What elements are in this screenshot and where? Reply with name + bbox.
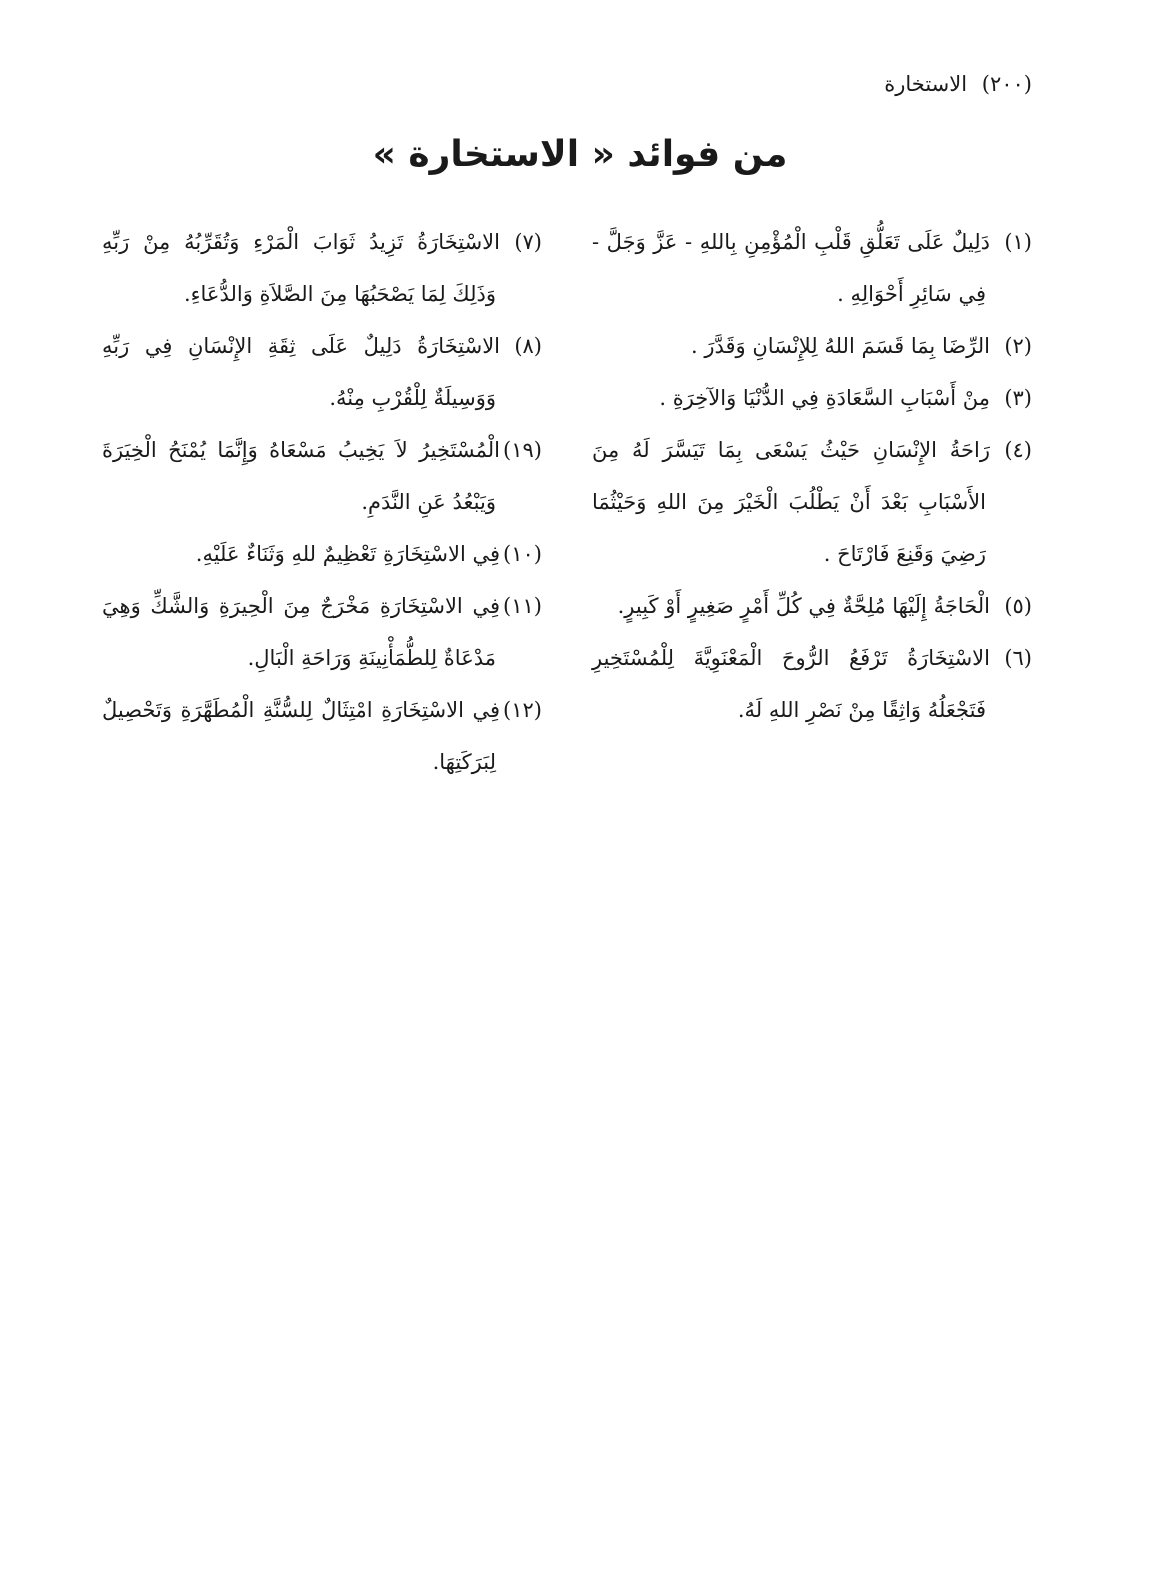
running-header-title: الاستخارة xyxy=(884,72,968,96)
section-title: من فوائد « الاستخارة » xyxy=(372,134,788,175)
item-text: الْحَاجَةُ إِلَيْهَا مُلِحَّةٌ فِي كُلِّ أَمْرٍ صَغِيرٍ أَوْ كَبِيرٍ. xyxy=(617,594,990,618)
benefits-column-right xyxy=(592,216,1032,736)
item-number: (١٠) xyxy=(503,542,542,566)
item-text: الرِّضَا بِمَا قَسَمَ اللهُ لِلإِنْسَانِ وَقَدَّرَ . xyxy=(690,334,990,358)
benefit-item xyxy=(102,684,542,788)
benefit-item xyxy=(592,580,1032,632)
item-text: مِنْ أَسْبَابِ السَّعَادَةِ فِي الدُّنْيَا وَالآخِرَةِ . xyxy=(659,386,990,410)
page-number: (٢٠٠) xyxy=(981,72,1032,96)
benefit-item xyxy=(592,372,1032,424)
benefit-item xyxy=(102,320,542,424)
benefit-item xyxy=(592,632,1032,736)
item-text: دَلِيلٌ عَلَى تَعَلُّقِ قَلْبِ الْمُؤْمِنِ بِاللهِ - عَزَّ وَجَلَّ - فِي سَائِرِ أَحْوَالِهِ . xyxy=(592,230,990,306)
benefit-item xyxy=(592,216,1032,320)
item-number: (٦) xyxy=(1004,646,1032,670)
item-number: (١١) xyxy=(503,594,542,618)
item-text: الاسْتِخَارَةُ دَلِيلٌ عَلَى ثِقَةِ الإِنْسَانِ فِي رَبِّهِ وَوَسِيلَةٌ لِلْقُرْبِ مِنْهُ. xyxy=(102,334,500,410)
item-number: (١٢) xyxy=(503,698,542,722)
benefit-item xyxy=(102,580,542,684)
item-text: رَاحَةُ الإِنْسَانِ حَيْثُ يَسْعَى بِمَا تَيَسَّرَ لَهُ مِنَ الأَسْبَابِ بَعْدَ أَنْ يَطْلُبَ الْخَيْرَ مِنَ اللهِ وَحَيْثُمَا رَضِيَ وَقَنِعَ فَارْتَاحَ . xyxy=(592,438,990,566)
item-number: (٧) xyxy=(514,230,542,254)
benefit-item xyxy=(592,320,1032,372)
item-text: الْمُسْتَخِيرُ لاَ يَخِيبُ مَسْعَاهُ وَإِنَّمَا يُمْنَحُ الْخِيَرَةَ وَيَبْعُدُ عَنِ النَّدَمِ. xyxy=(102,438,500,514)
item-text: فِي الاسْتِخَارَةِ مَخْرَجٌ مِنَ الْحِيرَةِ وَالشَّكِّ وَهِيَ مَدْعَاةٌ لِلطُّمَأْنِينَةِ وَرَاحَةِ الْبَالِ. xyxy=(102,594,500,670)
item-number: (١) xyxy=(1004,230,1032,254)
benefit-item xyxy=(592,424,1032,580)
item-text: الاسْتِخَارَةُ تَرْفَعُ الرُّوحَ الْمَعْنَوِيَّةَ لِلْمُسْتَخِيرِ فَتَجْعَلُهُ وَاثِقًا مِنْ نَصْرِ اللهِ لَهُ. xyxy=(592,646,990,722)
item-text: فِي الاسْتِخَارَةِ امْتِثَالٌ لِلسُّنَّةِ الْمُطَهَّرَةِ وَتَحْصِيلٌ لِبَرَكَتِهَا. xyxy=(102,698,500,774)
item-text: الاسْتِخَارَةُ تَزِيدُ ثَوَابَ الْمَرْءِ وَتُقَرِّبُهُ مِنْ رَبِّهِ وَذَلِكَ لِمَا يَصْحَبُهَا مِنَ الصَّلاَةِ وَالدُّعَاءِ. xyxy=(102,230,500,306)
benefit-item xyxy=(102,424,542,528)
running-header xyxy=(884,72,1032,97)
item-number: (٢) xyxy=(1004,334,1032,358)
item-number: (٤) xyxy=(1004,438,1032,462)
item-number: (٥) xyxy=(1004,594,1032,618)
item-text: فِي الاسْتِخَارَةِ تَعْظِيمٌ للهِ وَثَنَاءٌ عَلَيْهِ. xyxy=(195,542,500,566)
benefit-item xyxy=(102,528,542,580)
item-number: (٣) xyxy=(1004,386,1032,410)
benefit-item xyxy=(102,216,542,320)
item-number: (٨) xyxy=(514,334,542,358)
item-number: (١٩) xyxy=(503,438,542,462)
benefits-column-left xyxy=(102,216,542,788)
